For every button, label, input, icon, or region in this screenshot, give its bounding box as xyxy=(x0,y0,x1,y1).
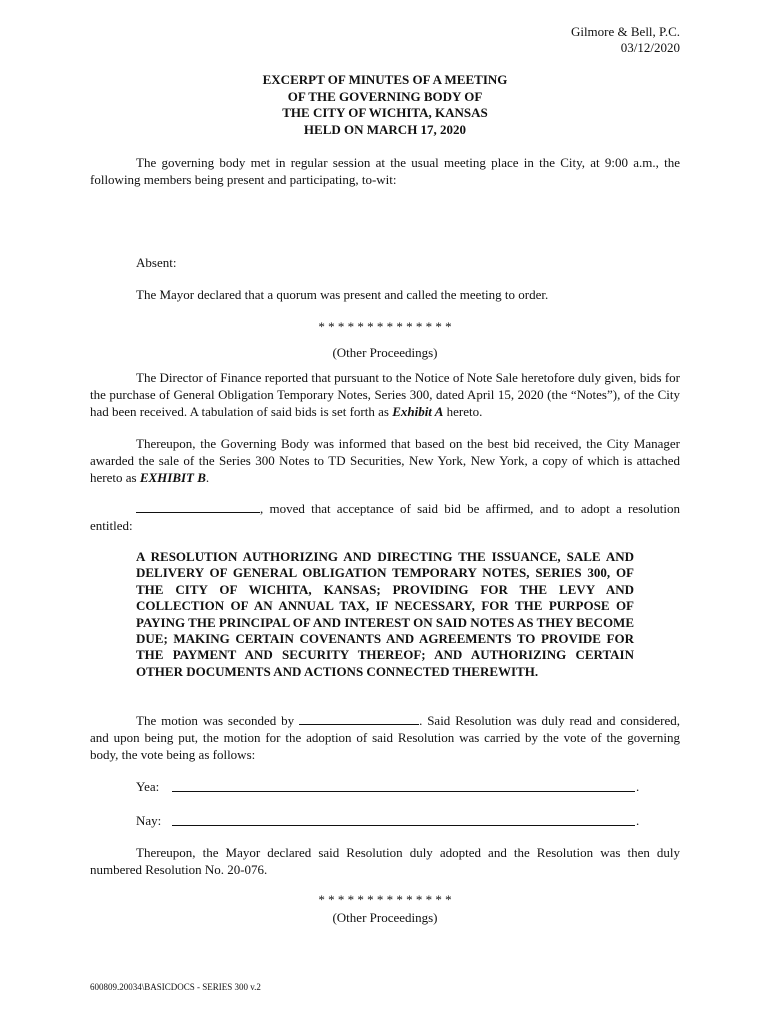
title-line-4: HELD ON MARCH 17, 2020 xyxy=(303,121,467,137)
exhibit-a-ref: Exhibit A xyxy=(392,404,444,419)
yea-signature-line[interactable] xyxy=(172,791,635,792)
resolution-title: A RESOLUTION AUTHORIZING AND DIRECTING THE ISSUANCE, SALE AND DELIVERY OF GENERAL OBLIGATION TEMPORARY NOTES, SERIES 300, OF THE CITY OF WICHITA, KANSAS; PROVIDING FOR THE LEVY AND COLLECTION OF AN ANNUAL TAX, IF NECESSARY, FOR THE PURPOSE OF PAYING THE PRINCIPAL OF AND INTEREST ON SAID NOTES AS THEY BECOME DUE; MAKING CERTAIN COVENANTS AND AGREEMENTS TO PROVIDE FOR THE PAYMENT AND SECURITY THEREOF; AND AUTHORIZING CERTAIN OTHER DOCUMENTS AND ACTIONS CONNECTED THEREWITH. xyxy=(136,549,634,679)
other-proceedings-2: (Other Proceedings) xyxy=(332,910,438,925)
seconded-paragraph xyxy=(90,712,680,763)
seconded-text-end: . Said Resolution was duly read and considered, and upon being put, the motion for the adoption of said Resolution was carried by the vote of the governing body, the vote being as follows: xyxy=(90,713,680,762)
nay-signature-line[interactable] xyxy=(172,825,635,826)
exhibit-b-ref: EXHIBIT B xyxy=(139,470,206,485)
section-separator-2: * * * * * * * * * * * * * * xyxy=(318,892,452,907)
nay-vote-row xyxy=(136,812,640,829)
finance-paragraph xyxy=(90,369,680,420)
mover-name-blank[interactable] xyxy=(136,500,260,513)
title-line-3: THE CITY OF WICHITA, KANSAS xyxy=(282,105,488,120)
award-text: Thereupon, the Governing Body was informed that based on the best bid received, the City Manager awarded the sale of the Series 300 Notes to TD Securities, New York, New York, a copy of which is attached hereto as xyxy=(90,436,680,485)
document-date: 03/12/2020 xyxy=(620,40,680,55)
nay-label: Nay: xyxy=(136,813,162,828)
motion-paragraph xyxy=(90,500,680,534)
motion-text: , moved that acceptance of said bid be affirmed, and to adopt a resolution entitled: xyxy=(90,501,680,533)
award-paragraph xyxy=(90,435,680,486)
other-proceedings-1: (Other Proceedings) xyxy=(332,345,438,360)
adopted-paragraph: Thereupon, the Mayor declared said Resolution duly adopted and the Resolution was then duly numbered Resolution No. 20-076. xyxy=(90,845,680,877)
award-text-end: . xyxy=(205,470,210,485)
letterhead xyxy=(571,24,680,56)
title-line-2: OF THE GOVERNING BODY OF xyxy=(287,88,483,104)
intro-paragraph: The governing body met in regular session at the usual meeting place in the City, at 9:00 a.m., the following members being present and participating, to-wit: xyxy=(90,155,680,187)
yea-vote-row xyxy=(136,778,640,795)
nay-period: . xyxy=(636,813,640,828)
yea-label: Yea: xyxy=(136,779,160,794)
yea-period: . xyxy=(636,779,640,794)
finance-text-end: hereto. xyxy=(443,404,483,419)
quorum-paragraph: The Mayor declared that a quorum was present and called the meeting to order. xyxy=(136,287,549,302)
section-separator-1: * * * * * * * * * * * * * * xyxy=(318,319,452,334)
seconder-name-blank[interactable] xyxy=(299,712,419,725)
finance-text: The Director of Finance reported that pursuant to the Notice of Note Sale heretofore duly given, bids for the purchase of General Obligation Temporary Notes, Series 300, dated April 15, 2020 (the “Notes”), of the City had been received. A tabulation of said bids is set forth as xyxy=(90,370,680,419)
document-title xyxy=(0,72,770,138)
seconded-text: The motion was seconded by xyxy=(136,713,300,728)
title-line-1: EXCERPT OF MINUTES OF A MEETING xyxy=(262,72,508,87)
firm-name: Gilmore & Bell, P.C. xyxy=(570,24,680,39)
absent-label: Absent: xyxy=(136,255,177,270)
footer-doc-id: 600809.20034\BASICDOCS - SERIES 300 v.2 xyxy=(90,982,261,992)
